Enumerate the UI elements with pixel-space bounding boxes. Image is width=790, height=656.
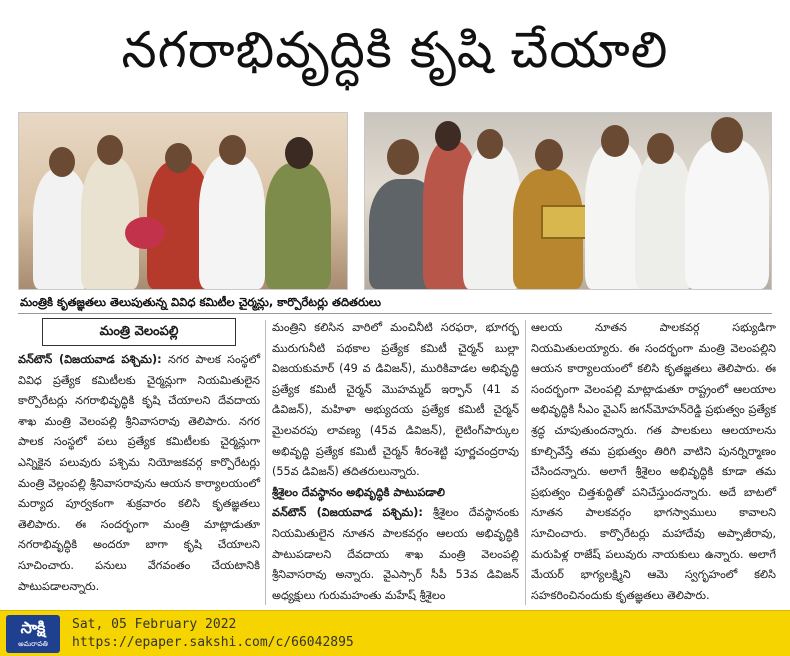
section-sub-heading: శ్రీశైలం దేవస్థానం అభివృద్ధికి పాటుపడాలి	[272, 485, 446, 499]
epaper-footer	[0, 610, 790, 656]
paragraph-text: నగర పాలక సంస్థలో వివిధ ప్రత్యేక కమిటీలకు చైర్మన్లుగా నియమితులైన కార్పొరేటర్లు నగరాభివృద్ధికి కృషి చేయాలని దేవదాయ శాఖ మంత్రి వెలంపల్లి శ్రీనివాసరావు తెలిపారు. నగర పాలక సంస్థలో పలు ప్రత్యేక కమిటీలకు చైర్మన్లుగా ఎన్నికైన పలువురు పశ్చిమ నియోజకవర్గ కార్పొరేటర్లు మంత్రి వెల్లంపల్లి శ్రీనివాసరావును ఆయన కార్యాలయంలో మర్యాద పూర్వకంగా శుక్రవారం కలిసి కృతజ్ఞతలు తెలిపారు. ఈ సందర్భంగా మంత్రి మాట్లాడుతూ నగరాభివృద్ధికి అందరూ బాగా కృషి చేయాలని సూచించారు. పనులు వేగవంతం చేయటానికి పాటుపడాలన్నారు.	[18, 353, 261, 593]
logo-subtext: అమరావతి	[18, 640, 48, 648]
paragraph-text: శ్రీశైలం దేవస్థానంకు నియమితులైన నూతన పాలకవర్గం ఆలయ అభివృద్ధికి పాటుపడాలని దేవదాయ శాఖ మంత్రి వెలంపల్లి శ్రీనివాసరావు అన్నారు. వైఎస్సార్ సీపీ 53వ డివిజన్ అధ్యక్షులు గురుమహంతు మహేష్ శ్రీశైలం	[272, 506, 520, 602]
sakshi-logo[interactable]	[6, 615, 60, 653]
article-column-3	[531, 318, 776, 606]
column-divider-2	[525, 320, 526, 605]
dateline: వన్‌టౌన్ (విజయవాడ పశ్చిమ):	[18, 353, 162, 366]
column-2-paragraph-2	[272, 503, 519, 606]
column-3-paragraph: ఆలయ నూతన పాలకవర్గ సభ్యుడిగా నియమితులయ్యారు. ఈ సందర్భంగా మంత్రి వెలంపల్లిని ఆయన కార్యాలయంలో కలిసి కృతజ్ఞతలు తెలిపారు. ఈ సందర్భంగా వెలంపల్లి మాట్లాడుతూ రాష్ట్రంలో ఆలయాల అభివృద్ధికి సీఎం వైఎస్ జగన్‌మోహన్‌రెడ్డి ప్రభుత్వం ప్రత్యేక శ్రద్ధ చూపుతుందన్నారు. గత పాలకులు ఆలయాలను కూల్చివేస్తే తమ ప్రభుత్వం తిరిగి వాటిని పునర్నిర్మాణం చేసిందన్నారు. అలాగే శ్రీశైలం అభివృద్ధికి కూడా తమ ప్రభుత్వం చిత్తశుద్ధితో పనిచేస్తుందన్నారు. అదే బాటలో నూతన పాలకవర్గం భాగస్వాములు కావాలని సూచించారు. కార్పొరేటర్లు మహాదేవు అప్పాజీరావు, మరుపిళ్ల రాజేష్ పలువురు నాయకులు ఉన్నారు. అలాగే మేయర్ భాగ్యలక్ష్మిని ఆమె స్వగృహంలో కలిసి సహకరించినందుకు కృతజ్ఞతలు తెలిపారు.	[531, 321, 776, 602]
sub-heading-box: మంత్రి వెలంపల్లి	[42, 318, 236, 346]
news-photo-left	[18, 112, 348, 290]
epaper-link[interactable]: https://epaper.sakshi.com/c/66042895	[72, 635, 354, 650]
dateline: వన్‌టౌన్ (విజయవాడ పశ్చిమ):	[272, 506, 423, 520]
logo-text: సాక్షి	[20, 618, 46, 637]
column-1-paragraph	[18, 350, 260, 597]
article-column-1	[18, 318, 260, 597]
article-column-2	[272, 318, 519, 606]
article-headline: నగరాభివృద్ధికి కృషి చేయాలి	[121, 21, 669, 79]
photo-caption: మంత్రికి కృతజ్ఞతలు తెలుపుతున్న వివిధ కమిటీల చైర్మన్లు, కార్పొరేటర్లు తదితరులు	[20, 295, 381, 309]
column-divider-1	[265, 320, 266, 605]
caption-divider	[18, 313, 772, 314]
column-2-paragraph-1: మంత్రిని కలిసిన వారిలో మంచినీటి సరఫరా, భూగర్భ మురుగునీటి పథకాల ప్రత్యేక కమిటీ చైర్మన్ బుల్లా విజయకుమార్ (49 వ డివిజన్), మురికివాడల అభివృద్ధి ప్రత్యేక కమిటీ చైర్మన్ మొహమ్మద్ ఇర్ఫాన్ (41 వ డివిజన్), మహిళా అభ్యుదయ ప్రత్యేక కమిటీ చైర్మన్ మైలవరపు లావణ్య (45వ డివిజన్), లైటింగ్‌పార్కుల అభివృద్ధి ప్రత్యేక కమిటీ చైర్మన్ శీరంశెట్టి పూర్ణచంద్రరావు (55వ డివిజన్) తదితరులున్నారు.	[272, 321, 519, 479]
news-photo-right	[364, 112, 772, 290]
edition-date: Sat, 05 February 2022	[72, 617, 237, 632]
